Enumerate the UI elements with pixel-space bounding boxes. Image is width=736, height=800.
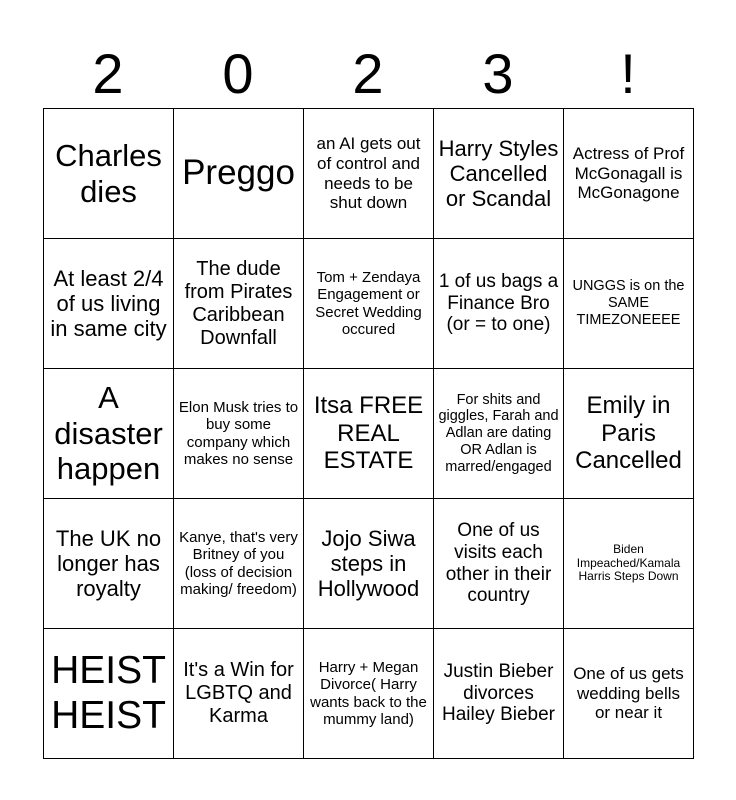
bingo-cell[interactable]: Kanye, that's very Britney of you (loss of decision making/ freedom) xyxy=(174,499,304,629)
bingo-cell[interactable]: It's a Win for LGBTQ and Karma xyxy=(174,629,304,759)
bingo-cell[interactable]: Elon Musk tries to buy some company which makes no sense xyxy=(174,369,304,499)
bingo-cell[interactable]: One of us gets wedding bells or near it xyxy=(564,629,694,759)
bingo-cell[interactable]: Biden Impeached/Kamala Harris Steps Down xyxy=(564,499,694,629)
bingo-cell[interactable]: For shits and giggles, Farah and Adlan are dating OR Adlan is marred/engaged xyxy=(434,369,564,499)
bingo-cell[interactable]: The UK no longer has royalty xyxy=(44,499,174,629)
bingo-cell[interactable]: Harry Styles Cancelled or Scandal xyxy=(434,109,564,239)
bingo-cell[interactable]: The dude from Pirates Caribbean Downfall xyxy=(174,239,304,369)
bingo-cell[interactable]: Actress of Prof McGonagall is McGonagone xyxy=(564,109,694,239)
bingo-cell[interactable]: an AI gets out of control and needs to be shut down xyxy=(304,109,434,239)
board-row xyxy=(44,499,694,629)
bingo-header xyxy=(43,42,693,106)
bingo-cell[interactable]: Harry + Megan Divorce( Harry wants back to the mummy land) xyxy=(304,629,434,759)
header-letter: ! xyxy=(620,42,636,105)
bingo-cell[interactable]: A disaster happen xyxy=(44,369,174,499)
header-letter: 2 xyxy=(352,42,384,105)
board-row xyxy=(44,239,694,369)
header-letter: 0 xyxy=(222,42,254,105)
board-row xyxy=(44,109,694,239)
bingo-cell[interactable]: At least 2/4 of us living in same city xyxy=(44,239,174,369)
bingo-board xyxy=(43,108,694,759)
bingo-cell[interactable]: Preggo xyxy=(174,109,304,239)
bingo-cell[interactable]: Tom + Zendaya Engagement or Secret Wedding occured xyxy=(304,239,434,369)
board-row xyxy=(44,629,694,759)
bingo-cell[interactable]: Itsa FREE REAL ESTATE xyxy=(304,369,434,499)
bingo-cell[interactable]: Jojo Siwa steps in Hollywood xyxy=(304,499,434,629)
bingo-cell[interactable]: One of us visits each other in their country xyxy=(434,499,564,629)
board-row xyxy=(44,369,694,499)
bingo-cell[interactable]: Justin Bieber divorces Hailey Bieber xyxy=(434,629,564,759)
bingo-cell[interactable]: HEIST HEIST xyxy=(44,629,174,759)
header-letter: 2 xyxy=(92,42,124,105)
bingo-cell[interactable]: 1 of us bags a Finance Bro (or = to one) xyxy=(434,239,564,369)
bingo-cell[interactable]: Emily in Paris Cancelled xyxy=(564,369,694,499)
header-letter: 3 xyxy=(482,42,514,105)
bingo-cell[interactable]: Charles dies xyxy=(44,109,174,239)
bingo-cell[interactable]: UNGGS is on the SAME TIMEZONEEEE xyxy=(564,239,694,369)
